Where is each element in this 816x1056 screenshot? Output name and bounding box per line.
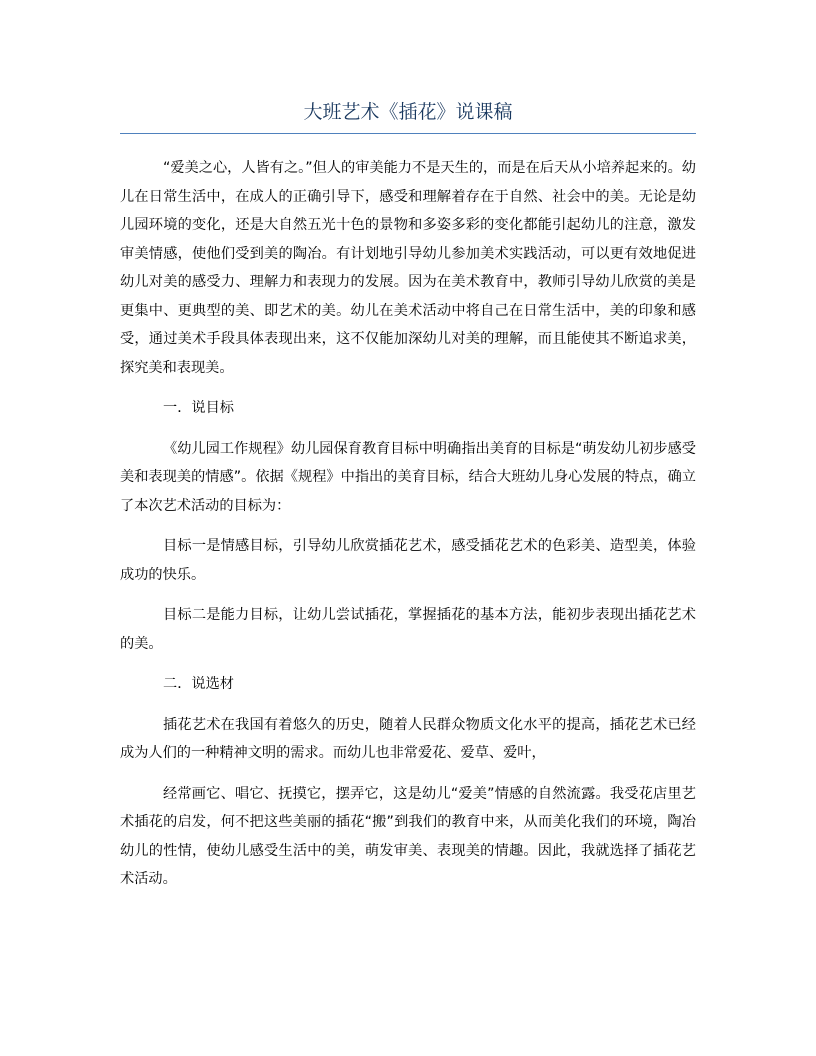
- section-heading-goals: 一．说目标: [163, 400, 234, 416]
- paragraph-material-reason: 经常画它、唱它、抚摸它，摆弄它，这是幼儿“爱美”情感的自然流露。我受花店里艺术插花的启发，何不把这些美丽的插花“搬”到我们的教育中来，从而美化我们的环境，陶冶幼儿的性情，使幼儿感受生活中的美，萌发审美、表现美的情趣。因此，我就选择了插花艺术活动。: [120, 785, 696, 887]
- paragraph-goals-basis: 《幼儿园工作规程》幼儿园保育教育目标中明确指出美育的目标是“萌发幼儿初步感受美和表现美的情感”。依据《规程》中指出的美育目标，结合大班幼儿身心发展的特点，确立了本次艺术活动的目标为：: [120, 440, 696, 514]
- paragraph-intro: “爱美之心，人皆有之。”但人的审美能力不是天生的，而是在后天从小培养起来的。幼儿在日常生活中，在成人的正确引导下，感受和理解着存在于自然、社会中的美。无论是幼儿园环境的变化，还是大自然五光十色的景物和多姿多彩的变化都能引起幼儿的注意，激发审美情感，使他们受到美的陶冶。有计划地引导幼儿参加美术实践活动，可以更有效地促进幼儿对美的感受力、理解力和表现力的发展。因为在美术教育中，教师引导幼儿欣赏的美是更集中、更典型的美、即艺术的美。幼儿在美术活动中将自己在日常生活中，美的印象和感受，通过美术手段具体表现出来，这不仅能加深幼儿对美的理解，而且能使其不断追求美，探究美和表现美。: [120, 160, 696, 376]
- section-heading-material: 二．说选材: [163, 676, 234, 692]
- paragraph-goal-one: 目标一是情感目标，引导幼儿欣赏插花艺术，感受插花艺术的色彩美、造型美，体验成功的快乐。: [120, 538, 696, 583]
- paragraph-goal-two: 目标二是能力目标，让幼儿尝试插花，掌握插花的基本方法，能初步表现出插花艺术的美。: [120, 607, 696, 652]
- document-body: [120, 154, 696, 894]
- paragraph-material-history: 插花艺术在我国有着悠久的历史，随着人民群众物质文化水平的提高，插花艺术已经成为人们的一种精神文明的需求。而幼儿也非常爱花、爱草、爱叶，: [120, 716, 696, 761]
- page-title: 大班艺术《插花》说课稿: [303, 101, 513, 123]
- title-underline: [120, 133, 696, 134]
